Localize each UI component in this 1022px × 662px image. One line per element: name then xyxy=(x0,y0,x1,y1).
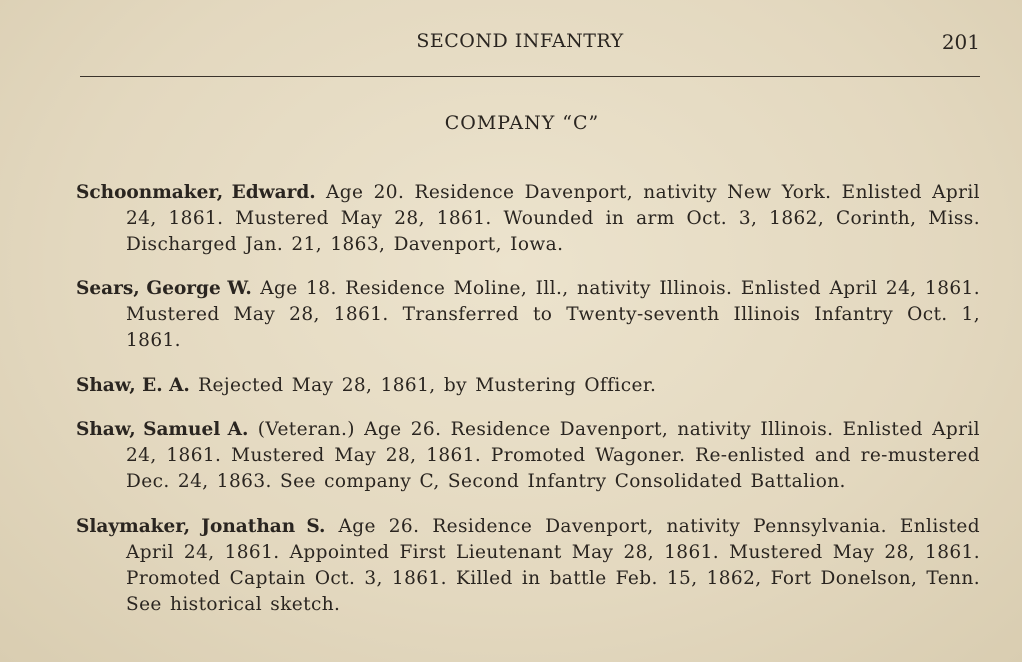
roster-entry xyxy=(76,417,980,495)
roster-entries xyxy=(76,161,980,633)
roster-entry xyxy=(76,180,980,258)
page-number: 201 xyxy=(941,30,980,54)
section-title: COMPANY “C” xyxy=(444,112,600,134)
entry-text: Age 26. Residence Davenport, nativity Pennsylvania. Enlisted April 24, 1861. Appointed First Lieutenant May 28, 1861. Mustered May 28, 1861. Promoted Captain Oct. 3, 1861. Killed in battle Feb. 15, 1862, Fort Donelson, Tenn. See historical sketch. xyxy=(126,515,980,615)
running-header xyxy=(0,30,1022,58)
entry-name: Shaw, E. A. xyxy=(76,374,190,396)
roster-entry xyxy=(76,373,980,399)
entry-text: (Veteran.) Age 26. Residence Davenport, nativity Illinois. Enlisted April 24, 1861. Mustered May 28, 1861. Promoted Wagoner. Re-enlisted and re-mustered Dec. 24, 1863. See company C, Second Infantry Consolidated Battalion. xyxy=(126,419,980,492)
entry-text: Age 20. Residence Davenport, nativity New York. Enlisted April 24, 1861. Mustered May 28, 1861. Wounded in arm Oct. 3, 1862, Corinth, Miss. Discharged Jan. 21, 1863, Davenport, Iowa. xyxy=(126,181,980,255)
roster-entry xyxy=(76,276,980,354)
entry-text: Rejected May 28, 1861, by Mustering Officer. xyxy=(198,374,657,396)
running-head-title: SECOND INFANTRY xyxy=(416,30,624,52)
entry-name: Schoonmaker, Edward. xyxy=(76,181,316,203)
header-rule xyxy=(80,76,980,77)
roster-entry xyxy=(76,514,980,618)
entry-text: Age 18. Residence Moline, Ill., nativity Illinois. Enlisted April 24, 1861. Mustered May 28, 1861. Transferred to Twenty-seventh Illinois Infantry Oct. 1, 1861. xyxy=(126,278,980,351)
entry-name: Slaymaker, Jonathan S. xyxy=(76,515,326,537)
entry-name: Shaw, Samuel A. xyxy=(76,419,249,440)
entry-name: Sears, George W. xyxy=(76,278,252,299)
